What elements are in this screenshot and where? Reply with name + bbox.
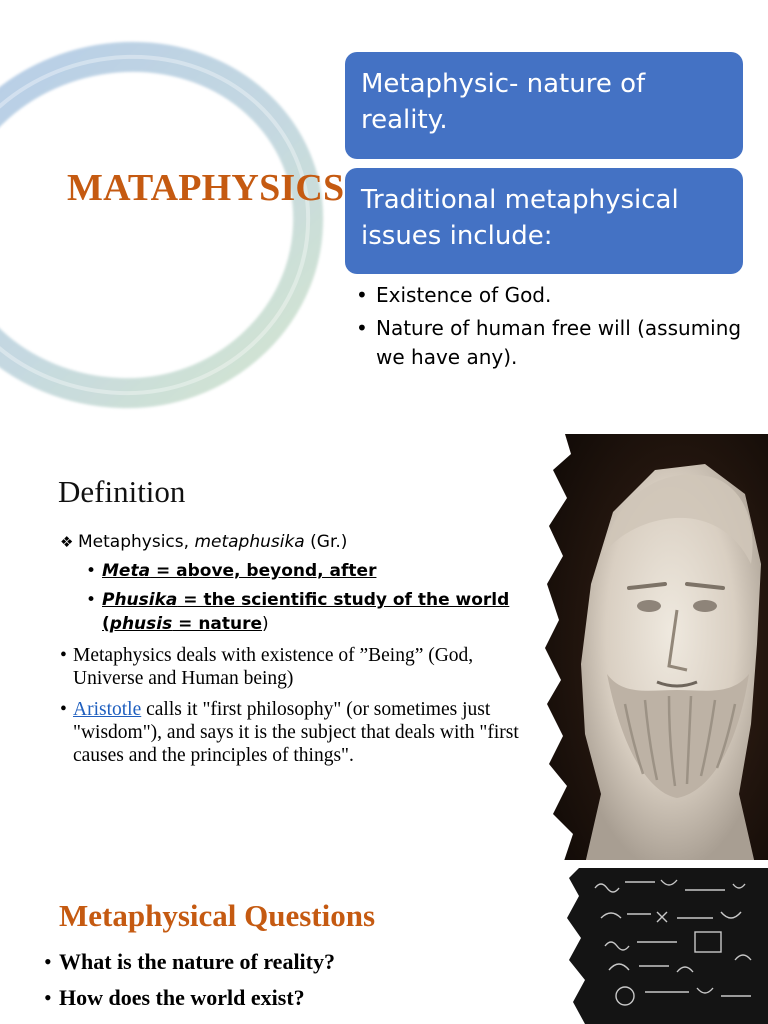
slide-metaphysical-questions bbox=[0, 868, 768, 1024]
nature-of-reality-box: Metaphysic- nature of reality. bbox=[345, 52, 743, 159]
list-item: • Nature of human free will (assuming we have any). bbox=[356, 314, 756, 372]
bullet-icon: • bbox=[60, 645, 67, 666]
diamond-bullet-icon: ❖ bbox=[60, 533, 74, 551]
list-item: ❖ Metaphysics, metaphusika (Gr.) bbox=[60, 532, 348, 552]
list-item: • Aristotle calls it "first philosophy" (or sometimes just "wisdom"), and says it is the subject that deals with "first causes and the principles of things". bbox=[60, 699, 519, 766]
aristotle-link[interactable]: Aristotle bbox=[73, 699, 142, 720]
list-item: • Metaphysics deals with existence of ”Being” (God, Universe and Human being) bbox=[60, 645, 474, 689]
aristotle-bust-image bbox=[545, 434, 768, 860]
list-item: • How does the world exist? bbox=[44, 984, 335, 1011]
list-item: • Existence of God. bbox=[356, 281, 756, 310]
traditional-issues-box: Traditional metaphysical issues include: bbox=[345, 168, 743, 274]
definition-heading: Definition bbox=[58, 474, 186, 509]
list-item: • Meta = above, beyond, after bbox=[86, 561, 377, 581]
list-item: • What is the nature of reality? bbox=[44, 948, 335, 975]
definition-list bbox=[60, 530, 540, 767]
chalkboard-equations-image bbox=[565, 868, 768, 1024]
slide-title: MATAPHYSICS bbox=[67, 167, 345, 209]
list-item: • Phusika = the scientific study of the world (phusis = nature) bbox=[86, 590, 510, 634]
bullet-icon: • bbox=[86, 561, 97, 581]
slide-definition bbox=[0, 430, 768, 860]
bullet-icon: • bbox=[86, 590, 97, 610]
slide-metaphysics-title bbox=[0, 0, 768, 420]
questions-heading: Metaphysical Questions bbox=[59, 898, 376, 933]
greek-term: metaphusika bbox=[194, 532, 305, 552]
questions-list bbox=[44, 948, 335, 1020]
bullet-icon: • bbox=[60, 699, 67, 720]
decorative-ring-graphic bbox=[0, 35, 330, 415]
metaphysical-issues-list bbox=[356, 281, 756, 376]
